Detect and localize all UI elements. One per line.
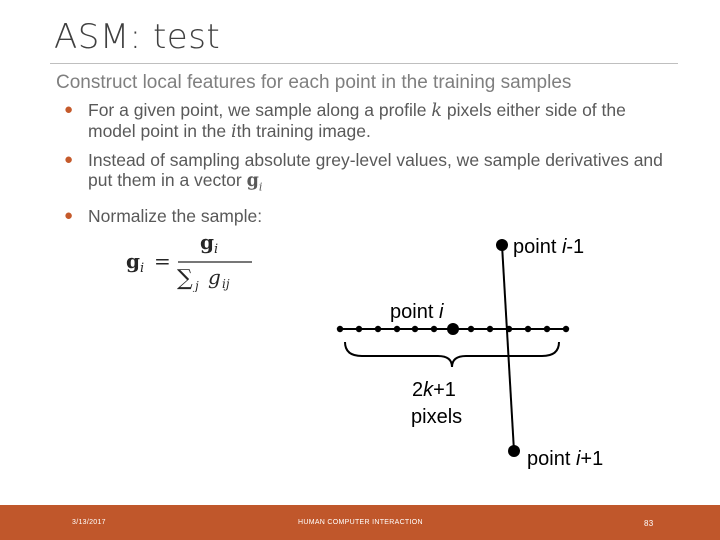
sample-pixel bbox=[431, 326, 437, 332]
label-point-i: point i bbox=[390, 301, 444, 323]
formula-equals: = bbox=[154, 249, 171, 273]
formula-denominator-sub: ij bbox=[222, 277, 230, 291]
bullet-item: ● Instead of sampling absolute grey-level values, we sample derivatives and put them in a vector $g_i$ bbox=[64, 150, 663, 194]
label-2k-plus-1: 2k+1 bbox=[412, 379, 456, 401]
label-point-i-minus-1: point i-1 bbox=[513, 236, 585, 258]
formula-sigma-sub: j bbox=[195, 279, 199, 292]
bullet-item: ● For a given point, we sample along a profile k pixels either side of the model point in the ith training image. bbox=[64, 100, 626, 142]
sample-pixel bbox=[506, 326, 512, 332]
formula-sigma: ∑ bbox=[177, 266, 193, 291]
formula-numerator-sub: i bbox=[214, 242, 219, 257]
sample-pixel bbox=[356, 326, 362, 332]
point-i-minus-1-marker bbox=[496, 239, 508, 251]
formula-lhs: g bbox=[126, 249, 140, 273]
pixel-span-brace bbox=[345, 342, 559, 367]
label-point-i-plus-1: point i+1 bbox=[527, 448, 604, 470]
point-i-plus-1-marker bbox=[508, 445, 520, 457]
lead-text: Construct local features for each point in the training samples bbox=[56, 72, 572, 93]
bullet-dot-icon: ● bbox=[64, 151, 74, 168]
profile-normal-line bbox=[502, 245, 514, 451]
sample-pixel bbox=[525, 326, 531, 332]
bullet-dot-icon: ● bbox=[64, 206, 74, 224]
slide-title: ASM: test bbox=[54, 17, 221, 57]
sample-pixel bbox=[412, 326, 418, 332]
label-pixels: pixels bbox=[411, 406, 463, 428]
footer-course: HUMAN COMPUTER INTERACTION bbox=[298, 519, 423, 526]
sample-pixel bbox=[468, 326, 474, 332]
sample-pixel bbox=[563, 326, 569, 332]
formula-denominator-var: g bbox=[208, 265, 221, 289]
sample-pixel bbox=[487, 326, 493, 332]
sample-pixel bbox=[375, 326, 381, 332]
page-number: 83 bbox=[644, 519, 654, 528]
sample-pixel bbox=[337, 326, 343, 332]
point-i-marker bbox=[447, 323, 459, 335]
sample-pixel bbox=[544, 326, 550, 332]
footer-date: 3/13/2017 bbox=[72, 519, 106, 526]
formula-lhs-sub: i bbox=[140, 261, 145, 276]
bullet-dot-icon: ● bbox=[64, 101, 74, 118]
sample-pixel bbox=[394, 326, 400, 332]
formula-numerator: g bbox=[200, 230, 214, 254]
bullet-item: ● Normalize the sample: bbox=[64, 205, 263, 226]
